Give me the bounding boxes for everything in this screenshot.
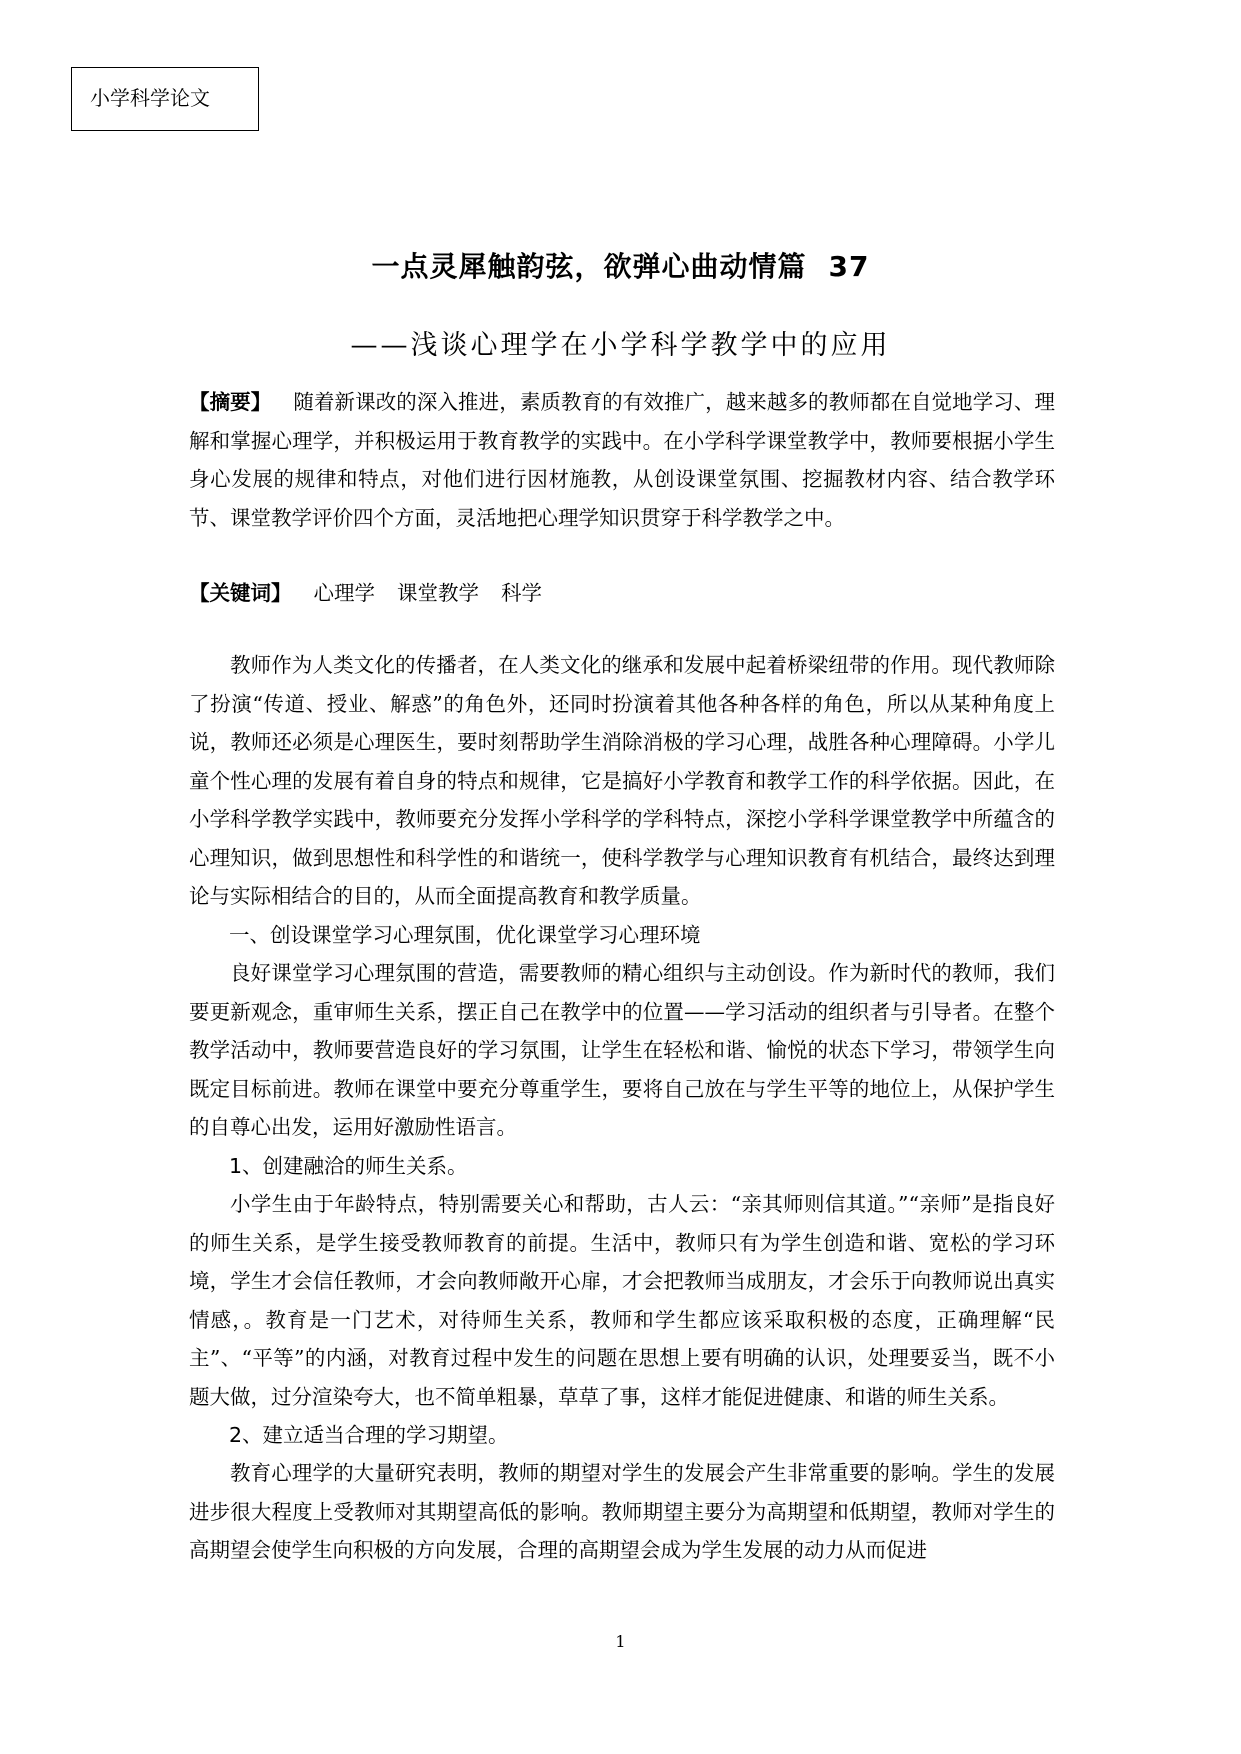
keyword-item: 科学 [501,581,542,605]
abstract-label: 【摘要】 [189,390,272,414]
page-subtitle: ——浅谈心理学在小学科学教学中的应用 [350,330,891,361]
keyword-item: 心理学 [313,581,375,605]
title-main: 一点灵犀触韵弦，欲弹心曲动情篇 [371,250,807,283]
subsection1-paragraph: 小学生由于年龄特点，特别需要关心和帮助，古人云：“亲其师则信其道。”“亲师”是指良好的师生关系，是学生接受教师教育的前提。生活中，教师只有为学生创造和谐、宽松的学习环境，学生才会信任教师，才会向教师敞开心扉，才会把教师当成朋友，才会乐于向教师说出真实情感，。教育是一门艺术，对待师生关系，教师和学生都应该采取积极的态度，正确理解“民主”、“平等”的内涵，对教育过程中发生的问题在思想上要有明确的认识，处理要妥当，既不小题大做，过分渲染夸大，也不简单粗暴，草草了事，这样才能促进健康、和谐的师生关系。 [189,1192,1055,1409]
subsection2-paragraph: 教育心理学的大量研究表明，教师的期望对学生的发展会产生非常重要的影响。学生的发展进步很大程度上受教师对其期望高低的影响。教师期望主要分为高期望和低期望，教师对学生的高期望会使学生向积极的方向发展，合理的高期望会成为学生发展的动力从而促进 [189,1461,1055,1562]
keyword-item: 课堂教学 [397,581,479,605]
header-label-text: 小学科学论文 [90,86,210,110]
section-heading-1: 一、创设课堂学习心理氛围，优化课堂学习心理环境 [229,923,701,947]
subsection-heading-1: 1、创建融洽的师生关系。 [229,1154,468,1178]
keywords-line [189,574,1055,613]
header-label-box [71,67,259,131]
keywords-label: 【关键词】 [189,581,292,605]
page-number: 1 [615,1632,626,1651]
title-number: 37 [828,250,870,283]
intro-paragraph: 教师作为人类文化的传播者，在人类文化的继承和发展中起着桥梁纽带的作用。现代教师除了扮演“传道、授业、解惑”的角色外，还同时扮演着其他各种各样的角色，所以从某种角度上说，教师还必须是心理医生，要时刻帮助学生消除消极的学习心理，战胜各种心理障碍。小学儿童个性心理的发展有着自身的特点和规律，它是搞好小学教育和教学工作的科学依据。因此，在小学科学教学实践中，教师要充分发挥小学科学的学科特点，深挖小学科学课堂教学中所蕴含的心理知识，做到思想性和科学性的和谐统一，使科学教学与心理知识教育有机结合，最终达到理论与实际相结合的目的，从而全面提高教育和教学质量。 [189,653,1055,908]
abstract-paragraph [189,383,1055,537]
section1-paragraph: 良好课堂学习心理氛围的营造，需要教师的精心组织与主动创设。作为新时代的教师，我们要更新观念，重审师生关系，摆正自己在教学中的位置——学习活动的组织者与引导者。在整个教学活动中，教师要营造良好的学习氛围，让学生在轻松和谐、愉悦的状态下学习，带领学生向既定目标前进。教师在课堂中要充分尊重学生，要将自己放在与学生平等的地位上，从保护学生的自尊心出发，运用好激励性语言。 [189,961,1055,1139]
subsection-heading-2: 2、建立适当合理的学习期望。 [229,1423,509,1447]
abstract-text: 随着新课改的深入推进，素质教育的有效推广，越来越多的教师都在自觉地学习、理解和掌握心理学，并积极运用于教育教学的实践中。在小学科学课堂教学中，教师要根据小学生身心发展的规律和特点，对他们进行因材施教，从创设课堂氛围、挖掘教材内容、结合教学环节、课堂教学评价四个方面，灵活地把心理学知识贯穿于科学教学之中。 [189,390,1056,530]
page-title [0,245,1241,285]
